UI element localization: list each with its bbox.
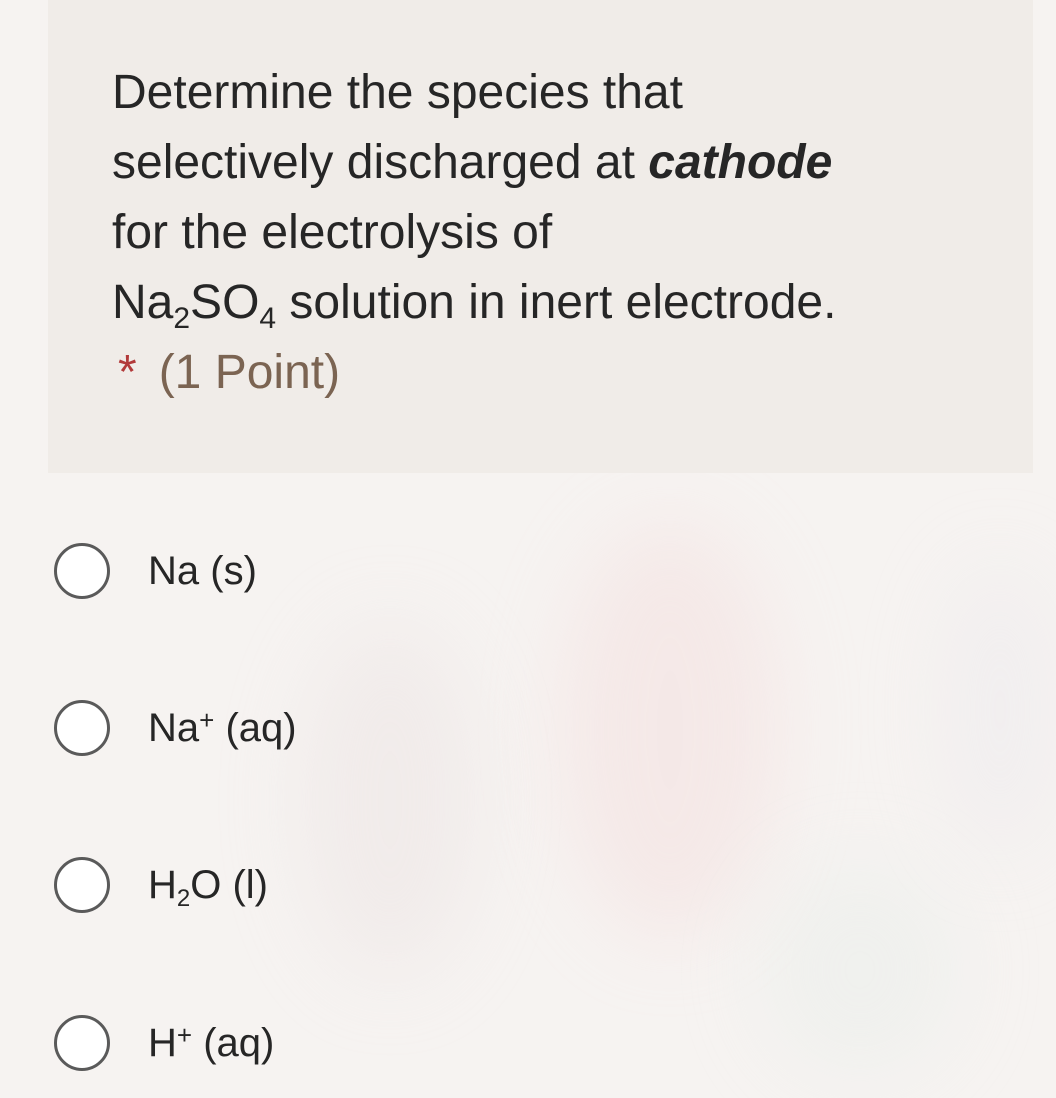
option-text-suffix: O (l) xyxy=(190,863,269,907)
option-na-solid[interactable] xyxy=(54,539,257,603)
option-text: H xyxy=(148,863,177,907)
option-text: Na (s) xyxy=(148,549,257,593)
radio-button[interactable] xyxy=(54,700,110,756)
formula-so: SO xyxy=(190,276,260,329)
radio-button[interactable] xyxy=(54,1015,110,1071)
option-label xyxy=(148,1011,274,1075)
option-na-ion[interactable] xyxy=(54,696,297,760)
option-label xyxy=(148,853,268,917)
option-label xyxy=(148,696,297,760)
option-h-ion[interactable] xyxy=(54,1011,274,1075)
option-subscript: 2 xyxy=(176,885,191,912)
question-line-1: Determine the species that xyxy=(112,66,683,119)
option-text: Na xyxy=(148,706,200,750)
question-line-3: for the electrolysis of xyxy=(112,206,553,259)
formula-na: Na xyxy=(112,276,174,329)
radio-button[interactable] xyxy=(54,857,110,913)
question-emphasis: cathode xyxy=(648,136,833,189)
required-star: * xyxy=(118,346,137,399)
radio-button[interactable] xyxy=(54,543,110,599)
option-label xyxy=(148,539,257,603)
option-water[interactable] xyxy=(54,853,268,917)
formula-subscript-4: 4 xyxy=(259,302,277,335)
option-superscript: + xyxy=(176,1020,193,1050)
option-text-suffix: (aq) xyxy=(214,706,297,750)
question-line-2: selectively discharged at xyxy=(112,136,649,189)
option-text-suffix: (aq) xyxy=(192,1021,275,1065)
question-line-4-rest: solution in inert electrode. xyxy=(276,276,837,329)
option-superscript: + xyxy=(199,705,215,735)
option-text: H xyxy=(148,1021,177,1065)
points-label: (1 Point) xyxy=(158,346,341,399)
formula-subscript-2: 2 xyxy=(173,302,191,335)
